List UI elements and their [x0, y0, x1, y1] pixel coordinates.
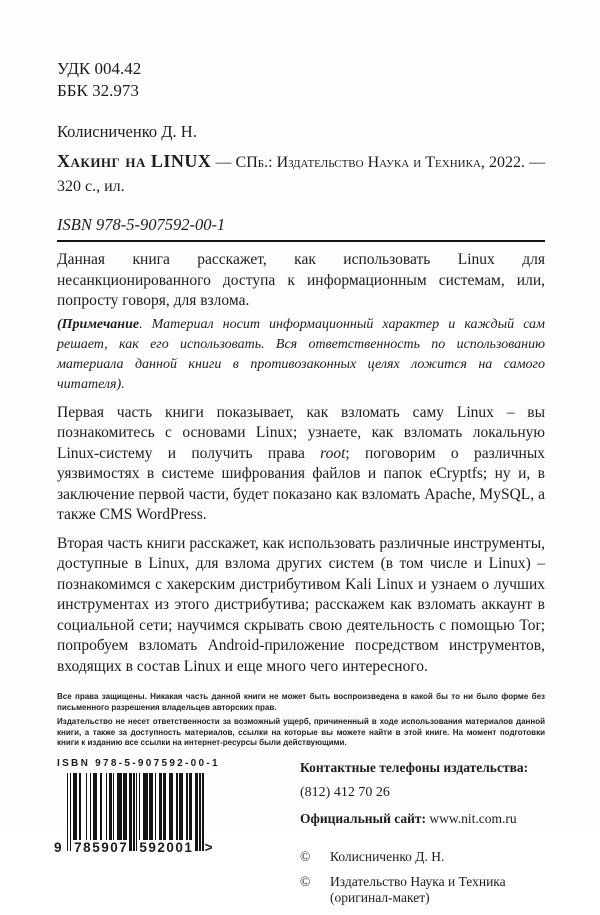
legal-fine-print	[57, 692, 545, 749]
note-rest: . Материал носит информационный характер и каждый сам решает, как его использовать. Вся ответственность по использованию материала данной книги в противозаконных целях ложится на самого читателя).	[57, 316, 545, 392]
annotation-part2: Вторая часть книги расскажет, как использовать различные инструменты, доступные в Linux, для взлома других систем (в том числе и Linux) – познакомимся с хакерским дистрибутивом Kali Linux и узнаем о лучших инструментах из этого дистрибутива; расскажем как взломать аккаунт в социальной сети; научимся скрывать свою деятельность с помощью Tor; попробуем взломать Android-приложение посредством инструментов, входящих в состав Linux и еще много чего интересного.	[57, 534, 545, 675]
annotation-note	[57, 315, 545, 395]
copyright-symbol: ©	[300, 873, 311, 889]
copyright-author-text: Колисниченко Д. Н.	[330, 848, 445, 864]
contact-phone-number: (812) 412 70 26	[300, 784, 390, 800]
barcode-digit-group1: 785907	[74, 839, 129, 855]
official-site-line	[300, 811, 545, 827]
legal-paragraph-liability: Издательство не несет ответственности за возможный ущерб, причиненный в ходе использования материалов данной книги, а также за доступность материалов, ссылки на которые вы можете найти в этой книге. На момент подготовки книги к изданию все ссылки на интернет-ресурсы были действующими.	[57, 717, 545, 747]
barcode-digit-group2: 592001	[139, 839, 194, 855]
barcode-arrow: >	[204, 839, 214, 855]
bbk-code: ББК 32.973	[57, 81, 139, 100]
ean13-barcode	[54, 773, 214, 855]
author-name: Колисниченко Д. Н.	[57, 122, 197, 141]
publisher-smallcaps: СПб.: Издательство Наука и Техника,	[235, 154, 485, 171]
barcode-digits	[53, 840, 215, 855]
part1-text-before: Первая часть книги показывает, как взломать саму Linux – вы познакомитесь с основами Linux; узнаете, как взломать локальную Linux-систему и получить права	[57, 403, 545, 462]
contact-phones-label: Контактные телефоны издательства:	[300, 759, 529, 775]
title-dash: —	[211, 154, 236, 171]
copyright-publisher-row	[300, 874, 545, 906]
barcode-block	[54, 757, 300, 915]
site-url: www.nit.com.ru	[429, 810, 517, 826]
copyright-lines	[300, 849, 545, 906]
copyright-publisher-text: Издательство Наука и Техника (оригинал-макет)	[330, 873, 506, 905]
legal-paragraph-rights: Все права защищены. Никакая часть данной книги не может быть воспроизведена в какой бы то ни было форме без письменного разрешения владельцев авторских прав.	[57, 692, 545, 712]
annotation-paragraph-1: Данная книга расскажет, как использовать Linux для несанкционированного доступа к информационным системам, или, попросту говоря, для взлома.	[57, 251, 545, 309]
udk-code: УДК 004.42	[57, 59, 142, 78]
site-label: Официальный сайт:	[300, 810, 430, 826]
book-title: Хакинг на LINUX	[57, 151, 212, 171]
part1-root-emphasis: root	[320, 444, 346, 462]
copyright-author-row	[300, 849, 545, 865]
note-lead: (Примечание	[57, 316, 140, 332]
annotation-part1	[57, 403, 545, 526]
barcode-isbn-label: ISBN 978-5-907592-00-1	[57, 757, 220, 769]
horizontal-rule	[57, 240, 545, 242]
publisher-contacts	[300, 758, 545, 915]
isbn-line: ISBN 978-5-907592-00-1	[57, 215, 226, 234]
copyright-symbol: ©	[300, 848, 311, 864]
title-tail: 2022. — 320 с., ил.	[57, 154, 545, 195]
part1-text-after: ; поговорим о различных уязвимостях в системе шифрования файлов и папок eCryptfs; ну и, в заключение первой части, будет показано как взломать Apache, MySQL, а также CMS WordPress.	[57, 444, 545, 523]
barcode-digit-lead: 9	[54, 839, 64, 855]
bottom-section	[54, 757, 545, 915]
bibliographic-title-line	[57, 149, 545, 199]
